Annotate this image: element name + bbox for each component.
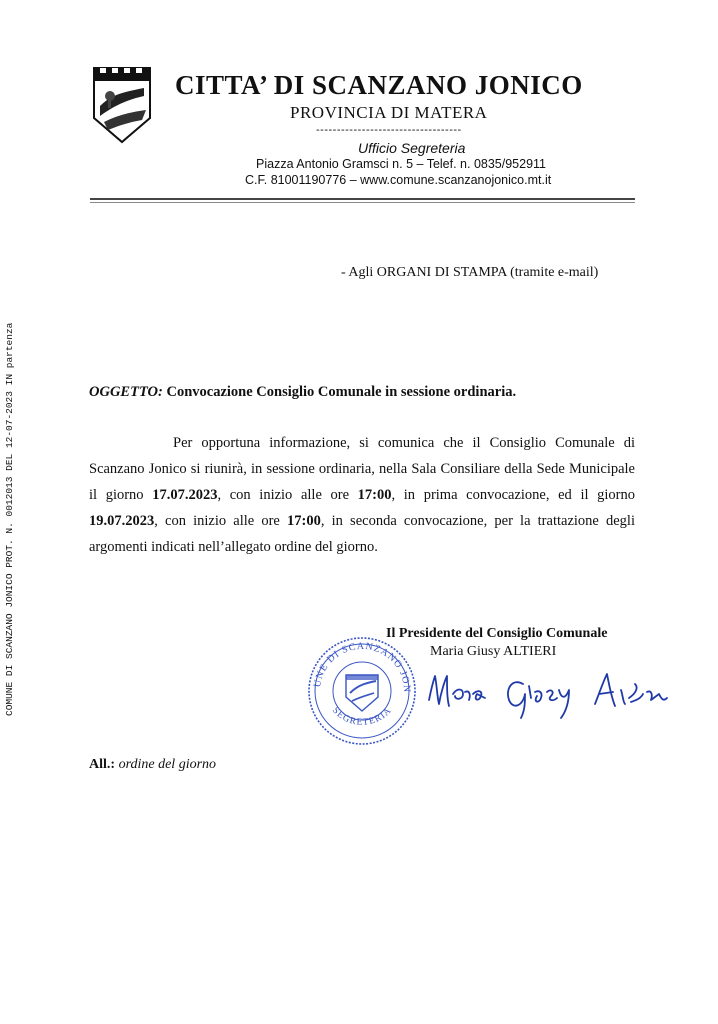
city-title: CITTA’ DI SCANZANO JONICO [175,70,583,100]
svg-text:SEGRETERIA [330,706,394,728]
second-meeting-date: 19.07.2023 [89,513,155,529]
first-meeting-time: 17:00 [357,487,392,503]
fiscal-code-website: C.F. 81001190776 – www.comune.scanzanojonico.mt.it [245,173,552,187]
body-part-1: Per opportuna informazione, si comunica che il Consiglio Comunale di Scanzano Jonico si riunirà, in sessione ordinaria, nella Sala Consiliare della Sede Municipale il giorno [89,435,635,503]
province-name: PROVINCIA DI MATERA [290,103,488,122]
signatory-name: Maria Giusy ALTIERI [430,644,557,659]
stamp-crest-icon [346,675,378,711]
office-address: Piazza Antonio Gramsci n. 5 – Telef. n. 0835/952911 [256,157,547,171]
official-round-stamp [306,635,418,747]
body-part-5: , in seconda convocazione, per la trattazione degli argomenti indicati nell’allegato ordine del giorno. [89,513,635,555]
header-divider-thin [90,202,635,203]
attachment-text: ordine del giorno [118,757,217,772]
header-divider [90,198,635,200]
body-part-4: , con inizio alle ore [154,513,288,529]
svg-text:COMUNE DI SCANZANO JONICO [306,635,412,693]
subject-text: Convocazione Consiglio Comunale in sessione ordinaria. [166,384,517,400]
attachment-label: All.: [89,757,116,772]
municipal-crest-logo [92,66,152,144]
subject-label: OGGETTO: [89,384,163,400]
first-meeting-date: 17.07.2023 [152,487,218,503]
recipient-line: - Agli ORGANI DI STAMPA (tramite e-mail) [341,265,599,280]
office-name: Ufficio Segreteria [358,140,466,156]
signatory-title: Il Presidente del Consiglio Comunale [386,626,608,641]
attachment-line [89,757,216,773]
protocol-stamp-note: COMUNE DI SCANZANO JONICO PROT. N. 0012013 DEL 12-07-2023 IN partenza [4,322,15,716]
body-part-3: , in prima convocazione, ed il giorno [391,487,635,503]
header-separator: ----------------------------------- [316,124,462,136]
stamp-bottom-text: SEGRETERIA [329,705,395,728]
handwritten-signature [425,664,675,724]
letter-body [89,430,635,560]
second-meeting-time: 17:00 [287,513,321,529]
body-paragraph [89,430,635,560]
body-part-2: , con inizio alle ore [217,487,358,503]
subject-line [89,384,516,401]
stamp-outer-text: UNE DI SCANZANO JON [312,640,413,694]
